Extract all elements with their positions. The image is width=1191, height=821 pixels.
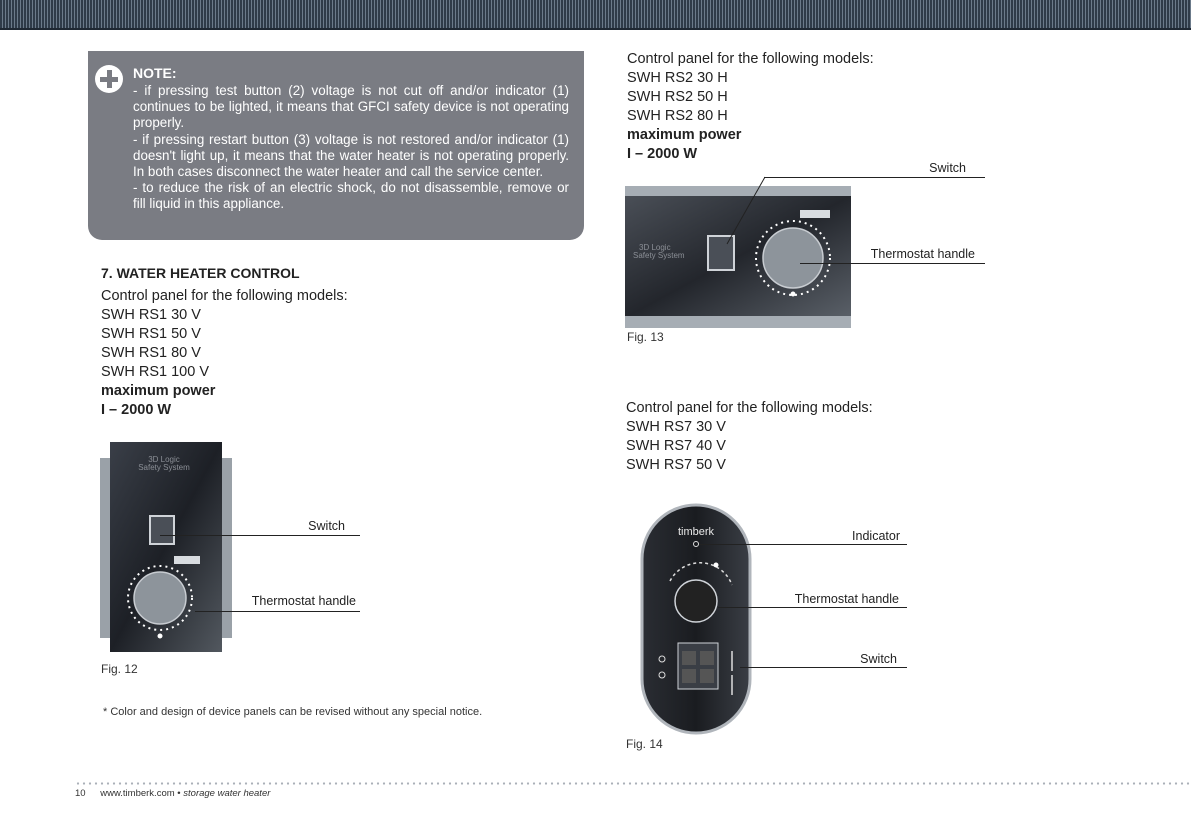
fig12-switch-leader bbox=[160, 535, 360, 536]
fig13-switch-pointer bbox=[725, 176, 767, 246]
model-name: SWH RS7 40 V bbox=[626, 438, 726, 454]
note-text bbox=[133, 83, 569, 213]
model-name: SWH RS2 80 H bbox=[627, 108, 728, 124]
fig12-thermostat-leader bbox=[195, 611, 360, 612]
power-value: I – 2000 W bbox=[101, 402, 172, 418]
note-paragraph: - if pressing restart button (3) voltage is not restored and/or indicator (1) doesn't light up, it means that the water heater is not operating properly. In both cases disconnect the water heater and call the service center. bbox=[133, 131, 569, 180]
fig12-device-image bbox=[100, 440, 232, 656]
rs1-intro: Control panel for the following models: bbox=[101, 288, 348, 304]
power-value: I – 2000 W bbox=[627, 146, 698, 162]
note-paragraph: - if pressing test button (2) voltage is not cut off and/or indicator (1) continues to be lighted, it means that GFCI safety device is not operating properly. bbox=[133, 83, 569, 131]
rs7-models-block bbox=[626, 399, 873, 475]
note-paragraph: - to reduce the risk of an electric shock, do not disassemble, remove or fill liquid in this appliance. bbox=[133, 180, 569, 212]
footer-divider bbox=[75, 782, 1191, 785]
page-number: 10 bbox=[75, 788, 86, 799]
model-name: SWH RS1 80 V bbox=[101, 345, 201, 361]
rs2-intro: Control panel for the following models: bbox=[627, 51, 874, 67]
model-name: SWH RS7 50 V bbox=[626, 457, 726, 473]
power-label: maximum power bbox=[101, 383, 216, 399]
rs7-intro: Control panel for the following models: bbox=[626, 400, 873, 416]
fig13-label: Fig. 13 bbox=[627, 330, 664, 344]
fig13-thermostat-leader bbox=[800, 263, 985, 264]
model-name: SWH RS1 30 V bbox=[101, 307, 201, 323]
footer-subtitle: storage water heater bbox=[183, 788, 271, 799]
footnote: * Color and design of device panels can be revised without any special notice. bbox=[103, 706, 483, 718]
model-name: SWH RS2 30 H bbox=[627, 70, 728, 86]
fig14-indicator-leader bbox=[700, 544, 907, 545]
power-label: maximum power bbox=[627, 127, 742, 143]
fig13-thermostat-callout: Thermostat handle bbox=[870, 247, 975, 261]
fig14-switch-leader bbox=[740, 667, 907, 668]
fig14-thermostat-leader bbox=[718, 607, 907, 608]
fig13-switch-leader bbox=[764, 177, 985, 178]
model-name: SWH RS2 50 H bbox=[627, 89, 728, 105]
fig14-indicator-callout: Indicator bbox=[852, 529, 900, 543]
fig13-switch-callout: Switch bbox=[929, 161, 966, 175]
svg-text:3D Logic: 3D Logic bbox=[148, 455, 180, 464]
note-box bbox=[88, 51, 584, 240]
svg-text:Safety System: Safety System bbox=[138, 463, 190, 472]
model-name: SWH RS1 50 V bbox=[101, 326, 201, 342]
fig12-thermostat-callout: Thermostat handle bbox=[251, 594, 356, 608]
fig14-thermostat-callout: Thermostat handle bbox=[794, 592, 899, 606]
plus-icon bbox=[95, 65, 123, 93]
fig14-device-image bbox=[640, 503, 752, 735]
fig14-switch-callout: Switch bbox=[860, 652, 897, 666]
footer bbox=[75, 788, 270, 799]
fig12-switch-callout: Switch bbox=[308, 519, 345, 533]
note-title: NOTE: bbox=[133, 65, 177, 81]
svg-text:Safety System: Safety System bbox=[633, 251, 685, 260]
model-name: SWH RS7 30 V bbox=[626, 419, 726, 435]
svg-text:3D Logic: 3D Logic bbox=[639, 243, 671, 252]
fig14-label: Fig. 14 bbox=[626, 737, 663, 751]
rs2-models-block bbox=[627, 50, 874, 164]
rs1-models-block bbox=[101, 287, 348, 420]
fig12-label: Fig. 12 bbox=[101, 662, 138, 676]
section-title: 7. WATER HEATER CONTROL bbox=[101, 265, 300, 281]
header-bar bbox=[0, 0, 1191, 30]
fig14-brand: timberk bbox=[677, 526, 715, 538]
footer-separator: • bbox=[177, 788, 181, 799]
model-name: SWH RS1 100 V bbox=[101, 364, 209, 380]
footer-site-link[interactable]: www.timberk.com bbox=[100, 788, 175, 799]
